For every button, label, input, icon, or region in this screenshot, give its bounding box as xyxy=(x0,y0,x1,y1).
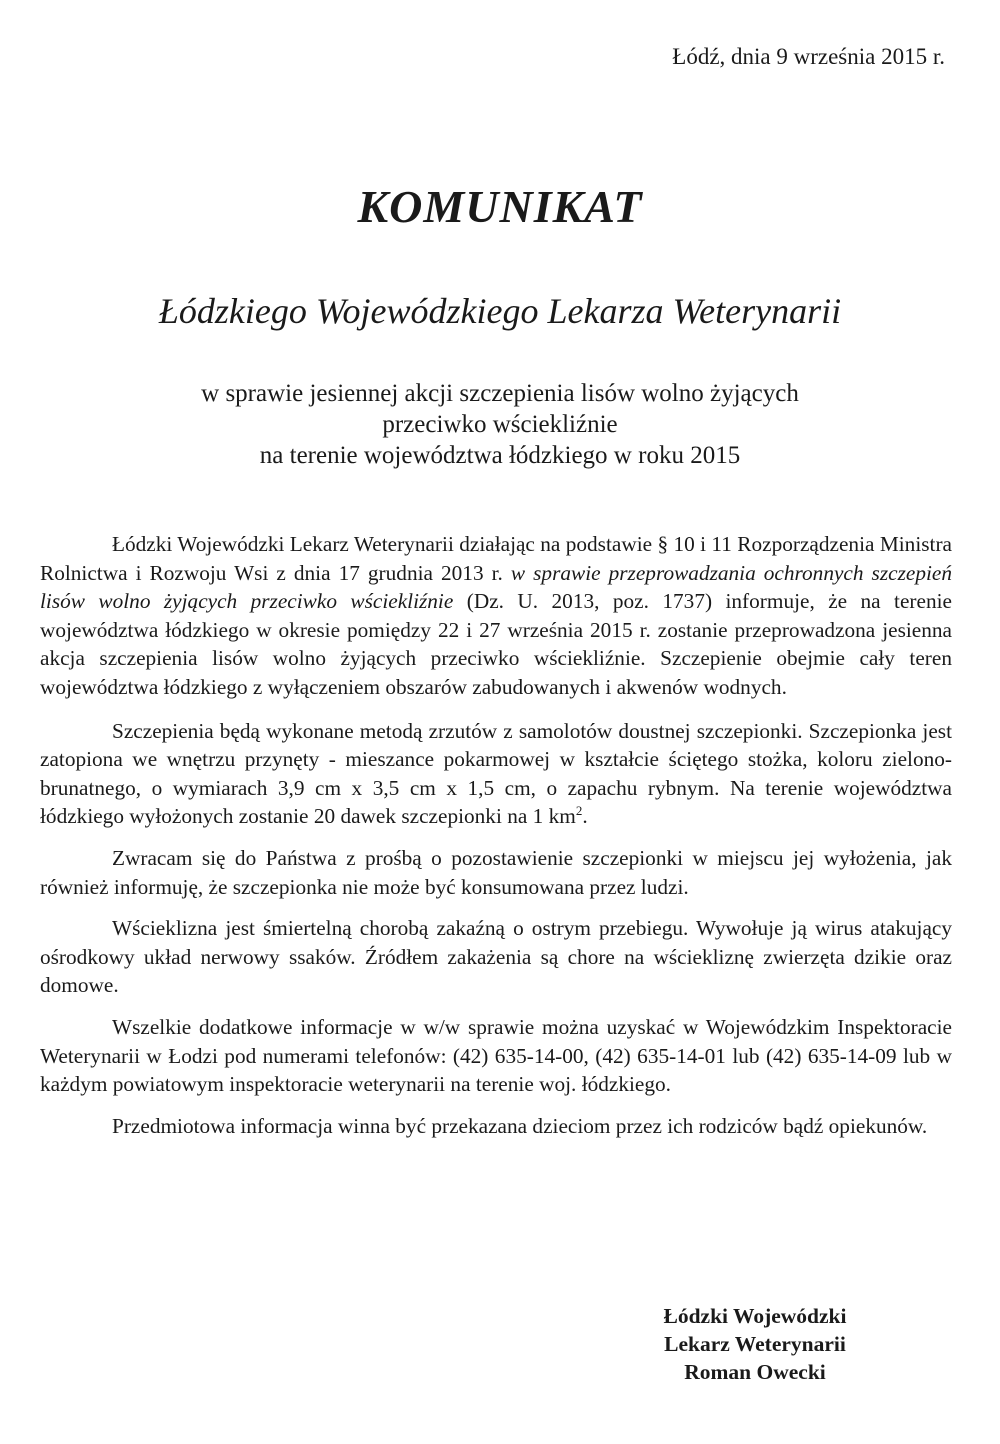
paragraph-6: Przedmiotowa informacja winna być przekazana dzieciom przez ich rodziców bądź opiekunów. xyxy=(112,1113,928,1138)
paragraph-1-text-b: (Dz. U. 2013, poz. 1737) informuje, że na terenie województwa łódzkiego w okresie pomiędzy 22 i 27 września 2015 r. zostanie przeprowadzona jesienna akcja szczepienia lisów wolno żyjących przeciwko wściekliźnie. Szczepienie obejmie cały teren województwa łódzkiego z wyłączeniem obszarów zabudowanych i akwenów wodnych. xyxy=(40,589,952,699)
document-title: KOMUNIKAT xyxy=(357,181,643,232)
paragraph-5: Wszelkie dodatkowe informacje w w/w sprawie można uzyskać w Wojewódzkim Inspektoracie Weterynarii w Łodzi pod numerami telefonów: (42) 635-14-00, (42) 635-14-01 lub (42) 635-14-09 lub w każdym powiatowym inspektoracie weterynarii na terenie woj. łódzkiego. xyxy=(40,1014,952,1097)
document-body xyxy=(40,530,952,1153)
subject-line-1: w sprawie jesiennej akcji szczepienia lisów wolno żyjących xyxy=(201,380,799,407)
paragraph-1 xyxy=(40,530,952,702)
paragraph-2 xyxy=(40,717,952,831)
signature-block xyxy=(590,1302,920,1386)
signature-line-3: Roman Owecki xyxy=(684,1360,826,1384)
paragraph-2-text: Szczepienia będą wykonane metodą zrzutów z samolotów doustnej szczepionki. Szczepionka jest zatopiona we wnętrzu przynęty - mieszance pokarmowej w kształcie ściętego stożka, koloru zielono-brunatnego, o wymiarach 3,9 cm x 3,5 cm x 1,5 cm, o zapachu rybnym. Na terenie województwa łódzkiego wyłożonych zostanie 20 dawek szczepionki na 1 km xyxy=(40,718,952,829)
document-date: Łódź, dnia 9 września 2015 r. xyxy=(672,44,945,69)
subject-line-3: na terenie województwa łódzkiego w roku 2015 xyxy=(259,442,741,469)
signature-line-1: Łódzki Wojewódzki xyxy=(663,1304,847,1328)
subject-line-2: przeciwko wściekliźnie xyxy=(382,411,618,438)
paragraph-1-text-a: Łódzki Wojewódzki Lekarz Weterynarii działając na podstawie § 10 i 11 Rozporządzenia Ministra Rolnictwa i Rozwoju Wsi z dnia 17 grudnia 2013 r. xyxy=(40,532,952,585)
paragraph-4: Wścieklizna jest śmiertelną chorobą zakaźną o ostrym przebiegu. Wywołuje ją wirus atakujący ośrodkowy układ nerwowy ssaków. Źródłem zakażenia są chore na wściekliznę zwierzęta dzikie oraz domowe. xyxy=(40,916,952,998)
paragraph-2-end: . xyxy=(582,804,588,829)
signature-line-2: Lekarz Weterynarii xyxy=(664,1332,846,1356)
regulation-title: w sprawie przeprowadzania ochronnych szczepień lisów wolno żyjących przeciwko wściekliźnie xyxy=(40,560,952,614)
document-subject xyxy=(0,378,1000,471)
paragraph-3: Zwracam się do Państwa z prośbą o pozostawienie szczepionki w miejscu jej wyłożenia, jak również informuję, że szczepionka nie może być konsumowana przez ludzi. xyxy=(40,845,952,899)
superscript-2: 2 xyxy=(575,803,583,819)
document-subtitle: Łódzkiego Wojewódzkiego Lekarza Weterynarii xyxy=(158,291,842,331)
